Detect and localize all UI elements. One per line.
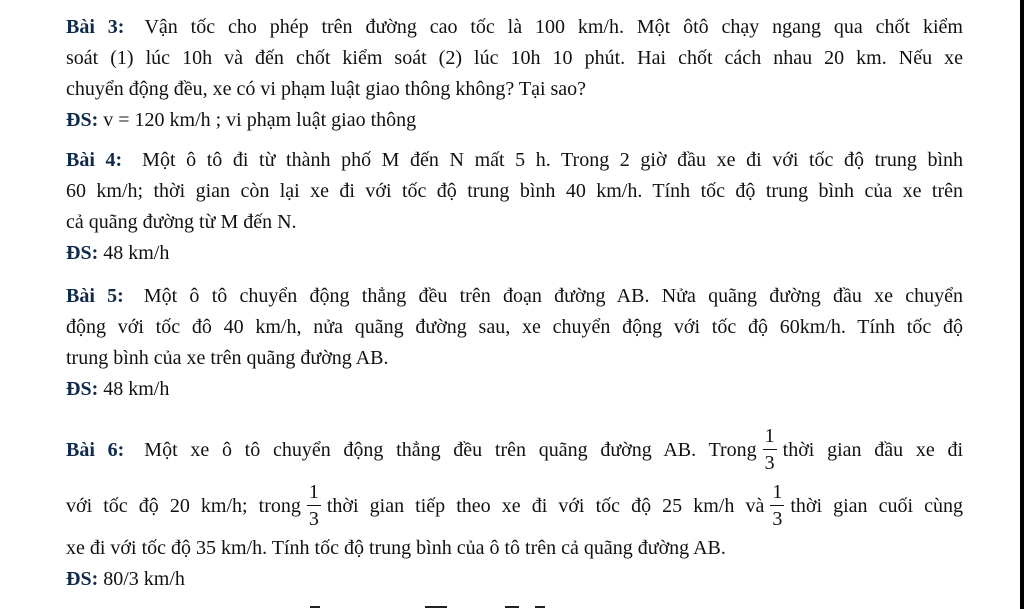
problem-5-label: Bài 5:: [66, 285, 124, 307]
problem-6-line-1: [66, 425, 963, 475]
cut-off-next-line: [250, 603, 650, 609]
problem-3-line-1: [66, 16, 963, 39]
problem-4-line-1: [66, 149, 963, 172]
problem-6-text-2b: thời gian tiếp theo xe đi với tốc độ 25 km/h và: [326, 495, 765, 518]
problem-5-line-1: [66, 285, 963, 308]
problem-5-line-2: động với tốc đô 40 km/h, nửa quãng đường sau, xe chuyển động với tốc độ 60km/h. Tính tốc độ: [66, 316, 963, 338]
problem-4-answer-text: 48 km/h: [103, 242, 170, 264]
problem-6-answer: [66, 568, 185, 591]
fraction-denominator: 3: [764, 452, 775, 474]
fraction-one-third: [770, 482, 784, 529]
problem-6-text-1b: thời gian đầu xe đi: [782, 439, 963, 462]
problem-4-answer: [66, 242, 169, 265]
fraction-one-third: [307, 482, 321, 529]
problem-3-text-1: Vận tốc cho phép trên đường cao tốc là 100 km/h. Một ôtô chạy ngang qua chốt kiểm: [144, 16, 963, 38]
problem-5-line-3: trung bình của xe trên quãng đường AB.: [66, 347, 389, 369]
problem-6-label: Bài 6:: [66, 439, 125, 462]
problem-5-answer-text: 48 km/h: [103, 378, 170, 400]
problem-6-answer-text: 80/3 km/h: [103, 568, 185, 590]
problem-4-line-2: 60 km/h; thời gian còn lại xe đi với tốc độ trung bình 40 km/h. Tính tốc độ trung bình của xe trên: [66, 180, 963, 202]
problem-6-text-2a: với tốc độ 20 km/h; trong: [66, 495, 301, 518]
fraction-denominator: 3: [308, 508, 319, 530]
fraction-numerator: 1: [763, 426, 777, 450]
problem-6-answer-label: ĐS:: [66, 568, 99, 590]
problem-4-answer-label: ĐS:: [66, 242, 99, 264]
problem-4-text-1: Một ô tô đi từ thành phố M đến N mất 5 h. Trong 2 giờ đầu xe đi với tốc độ trung bình: [142, 149, 963, 171]
problem-5-text-1: Một ô tô chuyển động thẳng đều trên đoạn đường AB. Nửa quãng đường đầu xe chuyển: [143, 285, 963, 307]
problem-3-label: Bài 3:: [66, 16, 125, 38]
fraction-numerator: 1: [307, 482, 321, 506]
problem-3-answer: [66, 109, 416, 132]
fraction-denominator: 3: [772, 508, 783, 530]
problem-6-text-2c: thời gian cuối cùng: [790, 495, 964, 518]
problem-6-line-2: [66, 481, 964, 531]
problem-6-line-3: xe đi với tốc độ 35 km/h. Tính tốc độ trung bình của ô tô trên cả quãng đường AB.: [66, 537, 726, 559]
problem-3-answer-label: ĐS:: [66, 109, 99, 131]
fraction-one-third: [763, 426, 777, 473]
problem-4-line-3: cả quãng đường từ M đến N.: [66, 211, 297, 233]
problem-5-answer-label: ĐS:: [66, 378, 99, 400]
problem-3-line-2: soát (1) lúc 10h và đến chốt kiểm soát (2) lúc 10h 10 phút. Hai chốt cách nhau 20 km. Nếu xe: [66, 47, 963, 69]
problem-6-text-1a: Một xe ô tô chuyển động thẳng đều trên quãng đường AB. Trong: [144, 439, 757, 462]
problem-5-answer: [66, 378, 169, 401]
problem-3-answer-text: v = 120 km/h ; vi phạm luật giao thông: [103, 109, 417, 131]
problem-4-label: Bài 4:: [66, 149, 123, 171]
problem-3-line-3: chuyển động đều, xe có vi phạm luật giao thông không? Tại sao?: [66, 78, 587, 100]
fraction-numerator: 1: [770, 482, 784, 506]
